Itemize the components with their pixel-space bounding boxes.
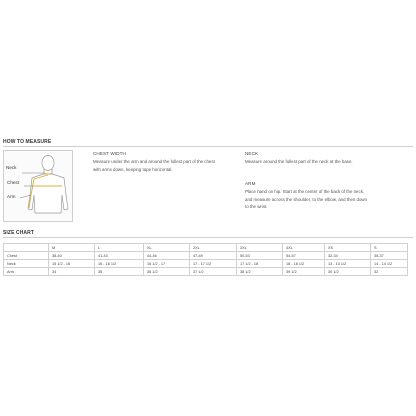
- table-cell: 14 - 14 1/2: [371, 260, 408, 268]
- size-header-cell: XS: [325, 244, 371, 252]
- table-row: [4, 268, 408, 276]
- chest-width-instructions: [93, 158, 243, 173]
- body-outline-illustration: [4, 151, 72, 221]
- table-cell: 18 - 18 1/2: [283, 260, 325, 268]
- measure-figure: [3, 150, 73, 222]
- table-cell: 17 - 17 1/2: [190, 260, 237, 268]
- how-to-measure-title: HOW TO MEASURE: [3, 139, 52, 145]
- table-cell: 16 1/2 - 17: [144, 260, 190, 268]
- table-cell: 54-57: [283, 252, 325, 260]
- neck-heading: NECK: [245, 151, 259, 156]
- table-cell: 50-53: [237, 252, 283, 260]
- neck-line: Measure around the fullest part of the neck at the base.: [245, 159, 353, 164]
- table-cell: 30 1/2: [325, 268, 371, 276]
- size-chart-corner-cell: [4, 244, 49, 252]
- size-chart-header-row: [4, 244, 408, 252]
- row-label-neck: Neck: [4, 260, 49, 268]
- table-cell: 41-43: [95, 252, 144, 260]
- neck-instructions: [245, 158, 410, 166]
- arm-line: to the wrist.: [245, 204, 268, 209]
- size-header-cell: 3XL: [237, 244, 283, 252]
- table-cell: 38-40: [49, 252, 95, 260]
- arm-line: Place hand on hip. Start at the center of the back of the neck,: [245, 189, 365, 194]
- size-header-cell: 2XL: [190, 244, 237, 252]
- table-cell: 37 1/2: [190, 268, 237, 276]
- size-header-cell: S: [371, 244, 408, 252]
- chest-width-heading: CHEST WIDTH: [93, 151, 126, 156]
- size-header-cell: XL: [144, 244, 190, 252]
- size-header-cell: M: [49, 244, 95, 252]
- table-cell: 39 1/2: [283, 268, 325, 276]
- arm-instructions: [245, 188, 413, 211]
- table-cell: 35-37: [371, 252, 408, 260]
- chest-width-line: with arms down, keeping tape horizontal.: [93, 166, 173, 172]
- size-chart-divider: [3, 237, 413, 238]
- table-cell: 15 1/2 - 16: [49, 260, 95, 268]
- table-cell: 32: [371, 268, 408, 276]
- table-cell: 36 1/2: [144, 268, 190, 276]
- table-row: [4, 260, 408, 268]
- table-cell: 38 1/2: [237, 268, 283, 276]
- figure-label-neck: Neck: [6, 165, 17, 170]
- figure-label-chest: Chest: [7, 180, 20, 185]
- size-chart-table: [3, 243, 408, 276]
- size-header-cell: 4XL: [283, 244, 325, 252]
- table-cell: 13 - 13 1/2: [325, 260, 371, 268]
- table-cell: 16 - 16 1/2: [95, 260, 144, 268]
- how-to-measure-divider: [3, 146, 413, 147]
- size-header-cell: L: [95, 244, 144, 252]
- table-cell: 35: [95, 268, 144, 276]
- table-cell: 47-49: [190, 252, 237, 260]
- row-label-arm: Arm: [4, 268, 49, 276]
- table-cell: 44-46: [144, 252, 190, 260]
- size-chart-title: SIZE CHART: [3, 230, 34, 236]
- figure-label-arm: Arm: [7, 194, 16, 199]
- chest-width-line: Measure under the arm and around the fullest part of the chest: [93, 159, 215, 164]
- row-label-chest: Chest: [4, 252, 49, 260]
- table-row: [4, 252, 408, 260]
- arm-heading: ARM: [245, 181, 256, 186]
- arm-line: and measure across the shoulder, to the elbow, and then down: [245, 196, 368, 202]
- table-cell: 32-34: [325, 252, 371, 260]
- table-cell: 34: [49, 268, 95, 276]
- table-cell: 17 1/2 - 18: [237, 260, 283, 268]
